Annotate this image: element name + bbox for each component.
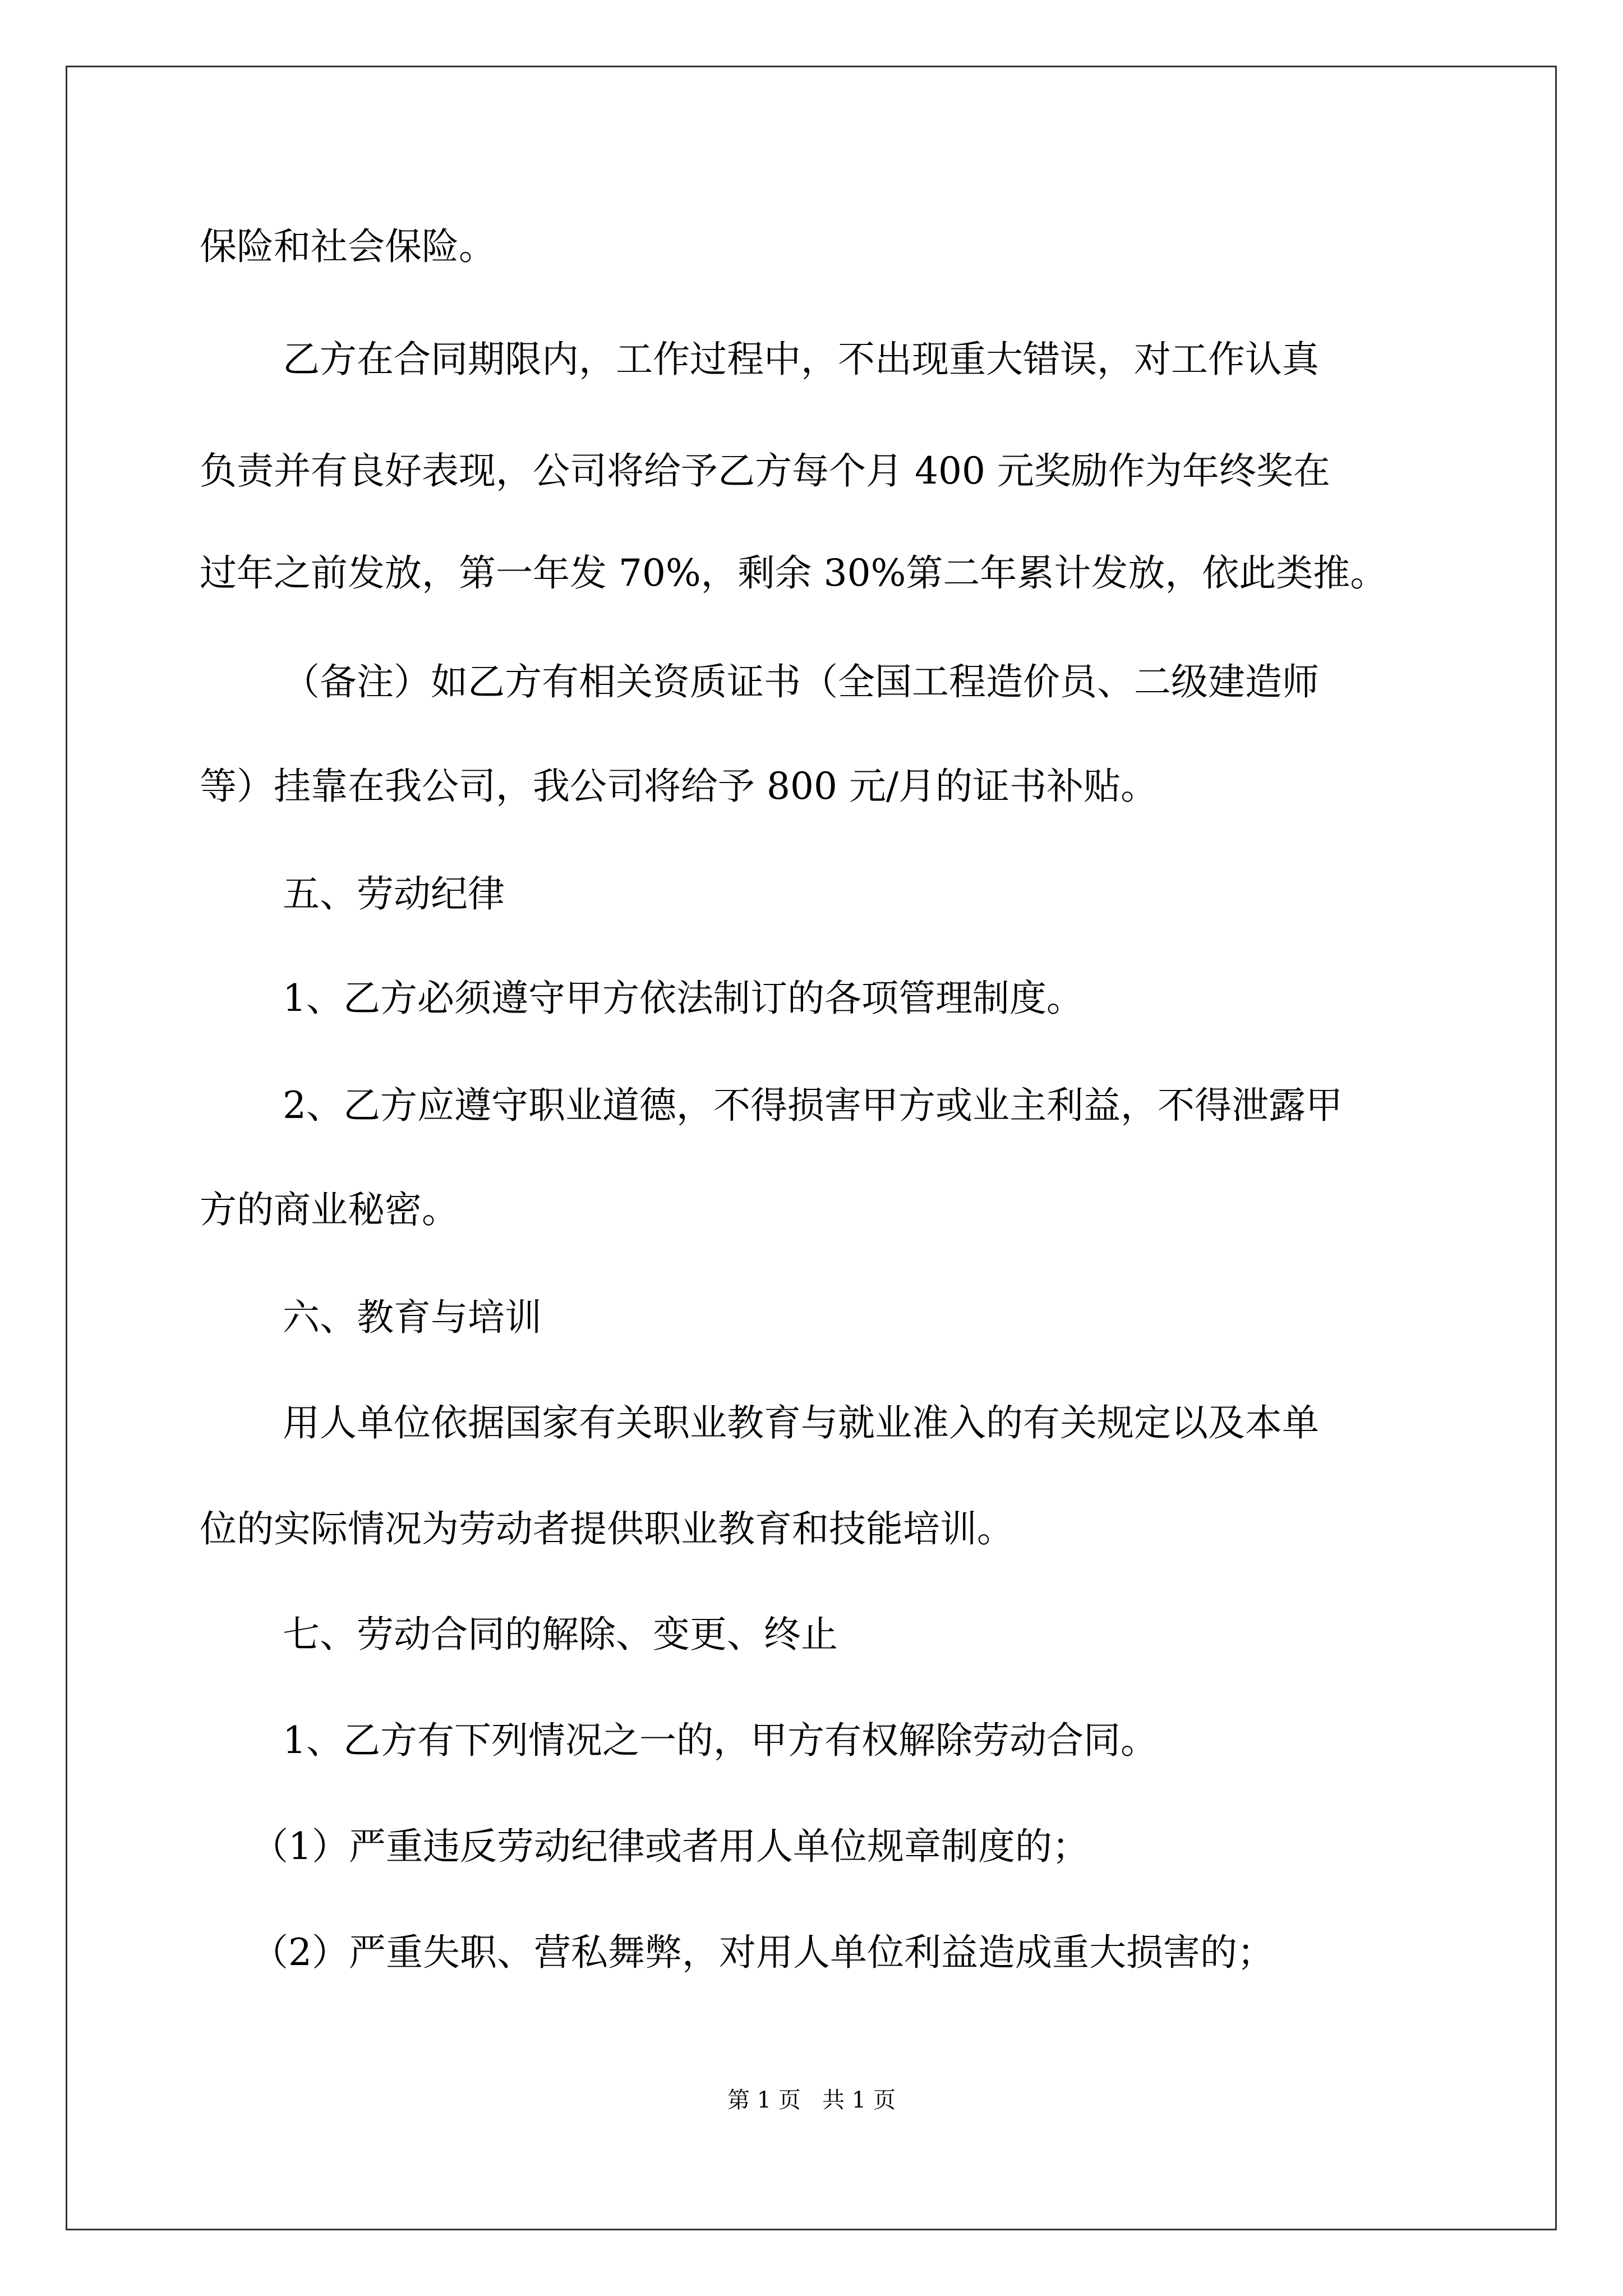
text-line: 1、乙方必须遵守甲方依法制订的各项管理制度。 — [283, 977, 1083, 1020]
text-line: 等）挂靠在我公司，我公司将给予 800 元/月的证书补贴。 — [200, 765, 1158, 808]
section-heading: 五、劳动纪律 — [283, 872, 505, 915]
page-border — [66, 66, 1557, 2230]
text-line: 2、乙方应遵守职业道德，不得损害甲方或业主利益，不得泄露甲 — [283, 1084, 1343, 1127]
text-line: 用人单位依据国家有关职业教育与就业准入的有关规定以及本单 — [283, 1401, 1319, 1444]
text-line: 乙方在合同期限内，工作过程中，不出现重大错误，对工作认真 — [283, 338, 1319, 381]
text-line: （备注）如乙方有相关资质证书（全国工程造价员、二级建造师 — [283, 660, 1319, 703]
text-line: 方的商业秘密。 — [200, 1188, 459, 1231]
page-footer: 第 1 页 共 1 页 — [727, 2087, 896, 2113]
list-item: （1）严重违反劳动纪律或者用人单位规章制度的； — [251, 1825, 1089, 1868]
text-line: 过年之前发放，第一年发 70%，剩余 30%第二年累计发放，依此类推。 — [200, 551, 1387, 595]
list-item: （2）严重失职、营私舞弊，对用人单位利益造成重大损害的； — [251, 1931, 1274, 1974]
section-heading: 七、劳动合同的解除、变更、终止 — [283, 1613, 838, 1656]
text-line: 位的实际情况为劳动者提供职业教育和技能培训。 — [200, 1507, 1014, 1550]
text-line: 保险和社会保险。 — [200, 225, 496, 268]
text-line: 1、乙方有下列情况之一的，甲方有权解除劳动合同。 — [283, 1719, 1158, 1762]
section-heading: 六、教育与培训 — [283, 1296, 542, 1339]
text-line: 负责并有良好表现，公司将给予乙方每个月 400 元奖励作为年终奖在 — [200, 449, 1330, 493]
